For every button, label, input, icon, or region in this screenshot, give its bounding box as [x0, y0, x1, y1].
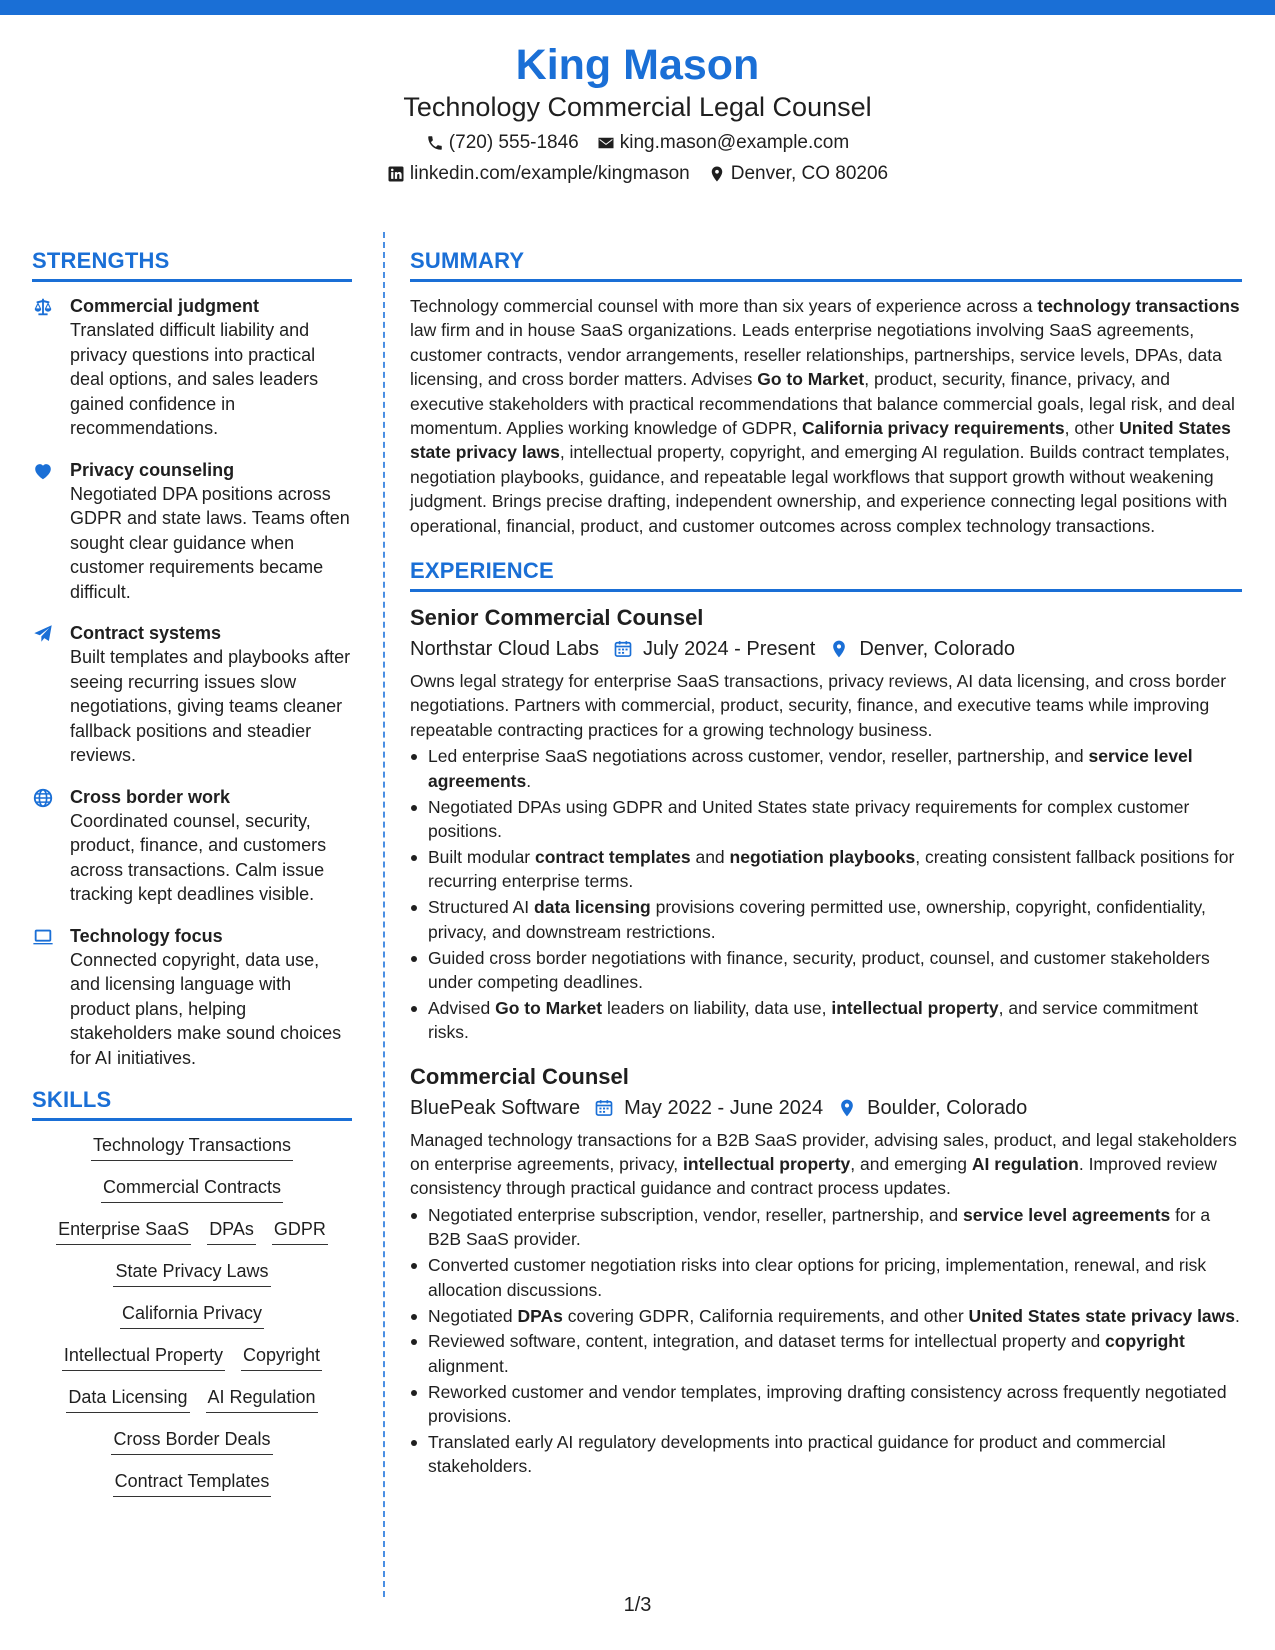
- skill-tag: Commercial Contracts: [101, 1175, 283, 1203]
- bullet-item: [410, 1253, 1242, 1302]
- phone-contact[interactable]: [426, 132, 579, 154]
- experience-heading: EXPERIENCE: [410, 558, 1242, 592]
- left-column: [32, 248, 352, 1511]
- text-run: , creating consistent fallback positions for recurring enterprise terms.: [428, 846, 1235, 892]
- laptop-icon: [32, 924, 70, 1071]
- strength-text: [70, 785, 352, 907]
- strength-description: Built templates and playbooks after seeing recurring issues slow negotiations, giving teams cleaner fallback positions and steadier reviews.: [70, 647, 351, 765]
- text-run: Structured AI: [428, 897, 535, 918]
- skill-row: [32, 1469, 352, 1497]
- text-run: , and emerging: [850, 1154, 972, 1175]
- text-run: alignment.: [428, 1355, 509, 1376]
- strength-description: Coordinated counsel, security, product, finance, and customers across transactions. Calm issue tracking kept deadlines visible.: [70, 810, 327, 904]
- text-run: Owns legal strategy for enterprise SaaS transactions, privacy reviews, AI data licensing, and cross border negotiations. Partners with commercial, product, security, finance, and executive teams while improving repeatable contracting practices for a growing technology business.: [410, 671, 1227, 740]
- bold-text: Go to Market: [495, 997, 603, 1018]
- job-entry: [410, 604, 1242, 1045]
- email-text: king.mason@example.com: [619, 132, 850, 154]
- calendar-icon: [594, 1098, 614, 1118]
- page-number: 1/3: [623, 1594, 652, 1616]
- job-description: [410, 1128, 1242, 1201]
- strength-text: [70, 458, 352, 605]
- skill-tag: AI Regulation: [206, 1385, 318, 1413]
- skill-tag: Copyright: [241, 1343, 322, 1371]
- candidate-title: Technology Commercial Legal Counsel: [403, 92, 872, 123]
- skill-row: [32, 1343, 352, 1371]
- bold-text: service level agreements: [428, 746, 1193, 791]
- strength-item: [32, 924, 352, 1071]
- bold-text: negotiation playbooks: [729, 846, 916, 867]
- bullet-item: [410, 1380, 1242, 1429]
- text-run: Advised: [428, 997, 496, 1018]
- bold-text: copyright: [1105, 1331, 1185, 1352]
- skill-tag: State Privacy Laws: [113, 1259, 270, 1287]
- job-location: [837, 1094, 1027, 1122]
- text-run: Translated early AI regulatory developments into practical guidance for product and commercial stakeholders.: [428, 1432, 1166, 1477]
- bullet-item: [410, 946, 1242, 995]
- text-run: covering GDPR, California requirements, and other: [562, 1305, 969, 1326]
- summary-text: [410, 294, 1242, 538]
- skills-heading: SKILLS: [32, 1087, 352, 1121]
- skill-tag: Contract Templates: [113, 1469, 272, 1497]
- linkedin-icon: [387, 165, 405, 183]
- text-run: and: [690, 846, 730, 867]
- company-name: BluePeak Software: [410, 1096, 581, 1119]
- strengths-list: [32, 294, 352, 1070]
- candidate-name: King Mason: [515, 41, 760, 89]
- skill-row: [32, 1259, 352, 1287]
- text-run: Built modular: [428, 846, 535, 867]
- strength-text: [70, 294, 352, 441]
- skill-tag: Intellectual Property: [62, 1343, 225, 1371]
- bold-text: intellectual property: [683, 1154, 851, 1175]
- skill-row: [32, 1133, 352, 1161]
- bold-text: data licensing: [534, 897, 651, 918]
- job-meta: [410, 635, 1242, 663]
- column-divider: [383, 232, 385, 1597]
- bold-text: technology transactions: [1037, 296, 1240, 316]
- job-dates: [613, 635, 815, 663]
- contact-row-2: [0, 163, 1275, 185]
- bold-text: United States state privacy laws: [410, 418, 1231, 463]
- location-contact: [708, 163, 888, 185]
- resume-header: [0, 42, 1275, 185]
- jobs-list: [410, 604, 1242, 1479]
- map-pin-icon: [708, 165, 726, 183]
- strength-heading: Commercial judgment: [70, 296, 260, 316]
- job-location-text: Denver, Colorado: [859, 638, 1015, 661]
- text-run: , other: [1064, 418, 1120, 439]
- text-run: Reviewed software, content, integration, and dataset terms for intellectual property and: [428, 1331, 1106, 1352]
- skill-row: [32, 1175, 352, 1203]
- skills-list: [32, 1133, 352, 1497]
- strength-heading: Contract systems: [70, 623, 222, 643]
- text-run: .: [526, 770, 532, 791]
- text-run: , intellectual property, copyright, and emerging AI regulation. Builds contract templates, negotiation playbooks, guidance, and repeatable legal workflows that support growth without weakening judgment. Brings precise drafting, independent ownership, and experience connecting legal positions with operational, financial, product, and customer outcomes across complex technology transactions.: [410, 442, 1230, 536]
- text-run: provisions covering permitted use, ownership, copyright, confidentiality, privacy, and downstream restrictions.: [428, 897, 1206, 942]
- bullet-item: [410, 744, 1242, 793]
- strength-text: [70, 621, 352, 768]
- text-run: Negotiated DPAs using GDPR and United States state privacy requirements for complex customer positions.: [428, 796, 1190, 841]
- phone-icon: [426, 134, 444, 152]
- text-run: Technology commercial counsel with more than six years of experience across a: [410, 296, 1038, 316]
- text-run: for a B2B SaaS provider.: [428, 1204, 1211, 1250]
- text-run: Negotiated enterprise subscription, vendor, reseller, partnership, and: [428, 1204, 964, 1225]
- bullet-item: [410, 845, 1242, 894]
- heart-icon: [32, 458, 70, 605]
- location-text: Denver, CO 80206: [730, 163, 889, 185]
- email-contact[interactable]: [597, 132, 849, 154]
- bold-text: intellectual property: [831, 997, 999, 1018]
- strength-heading: Technology focus: [70, 925, 223, 946]
- right-column: [410, 248, 1242, 1497]
- bold-text: contract templates: [535, 846, 691, 867]
- skill-tag: GDPR: [272, 1217, 328, 1245]
- paper-plane-icon: [32, 621, 70, 768]
- text-run: Reworked customer and vendor templates, improving drafting consistency across frequently negotiated provisions.: [428, 1381, 1227, 1427]
- text-run: Managed technology transactions for a B2B SaaS provider, advising sales, product, and legal stakeholders on enterprise agreements, privacy,: [410, 1129, 1237, 1175]
- bullet-item: [410, 1203, 1242, 1252]
- job-title: Senior Commercial Counsel: [410, 605, 704, 631]
- bullet-item: [410, 1329, 1242, 1378]
- summary-heading: SUMMARY: [410, 248, 1242, 282]
- job-dates: [594, 1094, 823, 1122]
- text-run: law firm and in house SaaS organizations. Leads enterprise negotiations involving SaaS agreements, customer contracts, vendor arrangements, reseller relationships, partnerships, service levels, DPAs, data licensing, and cross border matters. Advises: [410, 320, 1222, 390]
- skill-tag: DPAs: [207, 1217, 256, 1245]
- skill-tag: Data Licensing: [66, 1385, 189, 1413]
- strength-description: Translated difficult liability and privacy questions into practical deal options, and sales leaders gained confidence in recommendations.: [70, 320, 319, 438]
- top-accent-bar: [0, 0, 1275, 15]
- skill-row: [32, 1385, 352, 1413]
- text-run: Negotiated: [428, 1305, 518, 1326]
- strength-description: Negotiated DPA positions across GDPR and state laws. Teams often sought clear guidance when customer requirements became difficult.: [70, 483, 350, 602]
- linkedin-contact[interactable]: [387, 163, 690, 185]
- text-run: , and service commitment risks.: [428, 997, 1198, 1043]
- company-name: Northstar Cloud Labs: [410, 638, 599, 661]
- strengths-heading: STRENGTHS: [32, 248, 352, 282]
- bold-text: AI regulation: [971, 1154, 1079, 1175]
- bold-text: United States state privacy laws: [968, 1305, 1236, 1326]
- job-bullets: [410, 1203, 1242, 1479]
- phone-text: (720) 555-1846: [448, 132, 579, 154]
- skill-row: [32, 1217, 352, 1245]
- strength-description: Connected copyright, data use, and licensing language with product plans, helping stakeholders make sound choices for AI initiatives.: [70, 949, 342, 1068]
- map-pin-icon: [837, 1098, 857, 1118]
- strength-item: [32, 785, 352, 907]
- strength-heading: Cross border work: [70, 786, 231, 807]
- job-title: Commercial Counsel: [410, 1063, 629, 1089]
- job-dates-text: July 2024 - Present: [642, 638, 816, 661]
- text-run: .: [1235, 1305, 1240, 1326]
- job-location: [829, 635, 1015, 663]
- text-run: Guided cross border negotiations with finance, security, product, counsel, and customer stakeholders under competing deadlines.: [428, 947, 1210, 992]
- skill-tag: Enterprise SaaS: [56, 1217, 191, 1245]
- job-location-text: Boulder, Colorado: [867, 1096, 1028, 1119]
- bullet-item: [410, 1430, 1242, 1479]
- job-description: [410, 669, 1242, 742]
- envelope-icon: [597, 134, 615, 152]
- bold-text: service level agreements: [963, 1204, 1171, 1225]
- contact-row-1: [0, 132, 1275, 154]
- strength-item: [32, 621, 352, 768]
- bullet-item: [410, 1304, 1242, 1328]
- job-meta: [410, 1094, 1242, 1122]
- skill-row: [32, 1427, 352, 1455]
- scale-icon: [32, 294, 70, 441]
- skill-tag: Technology Transactions: [91, 1133, 293, 1161]
- strength-heading: Privacy counseling: [70, 459, 235, 480]
- text-run: leaders on liability, data use,: [602, 997, 832, 1018]
- globe-icon: [32, 785, 70, 907]
- skill-row: [32, 1301, 352, 1329]
- bold-text: DPAs: [517, 1305, 563, 1326]
- text-run: Led enterprise SaaS negotiations across customer, vendor, reseller, partnership, and: [428, 746, 1089, 767]
- job-dates-text: May 2022 - June 2024: [624, 1096, 824, 1119]
- job-entry: [410, 1063, 1242, 1479]
- bold-text: Go to Market: [757, 369, 865, 390]
- skill-tag: California Privacy: [120, 1301, 264, 1329]
- calendar-icon: [613, 639, 633, 659]
- strength-item: [32, 294, 352, 441]
- bold-text: California privacy requirements: [801, 418, 1065, 439]
- strength-item: [32, 458, 352, 605]
- job-bullets: [410, 744, 1242, 1044]
- text-run: , product, security, finance, privacy, and executive stakeholders with practical recommendations that balance commercial goals, legal risk, and deal momentum. Applies working knowledge of GDPR,: [410, 369, 1235, 439]
- bullet-item: [410, 795, 1242, 844]
- skill-tag: Cross Border Deals: [111, 1427, 272, 1455]
- strength-text: [70, 924, 352, 1071]
- map-pin-icon: [829, 639, 849, 659]
- text-run: Converted customer negotiation risks into clear options for pricing, implementation, renewal, and risk allocation discussions.: [428, 1255, 1207, 1300]
- linkedin-text: linkedin.com/example/kingmason: [409, 163, 690, 185]
- bullet-item: [410, 996, 1242, 1045]
- bullet-item: [410, 895, 1242, 944]
- text-run: . Improved review consistency through practical guidance and contract process updates.: [410, 1154, 1217, 1199]
